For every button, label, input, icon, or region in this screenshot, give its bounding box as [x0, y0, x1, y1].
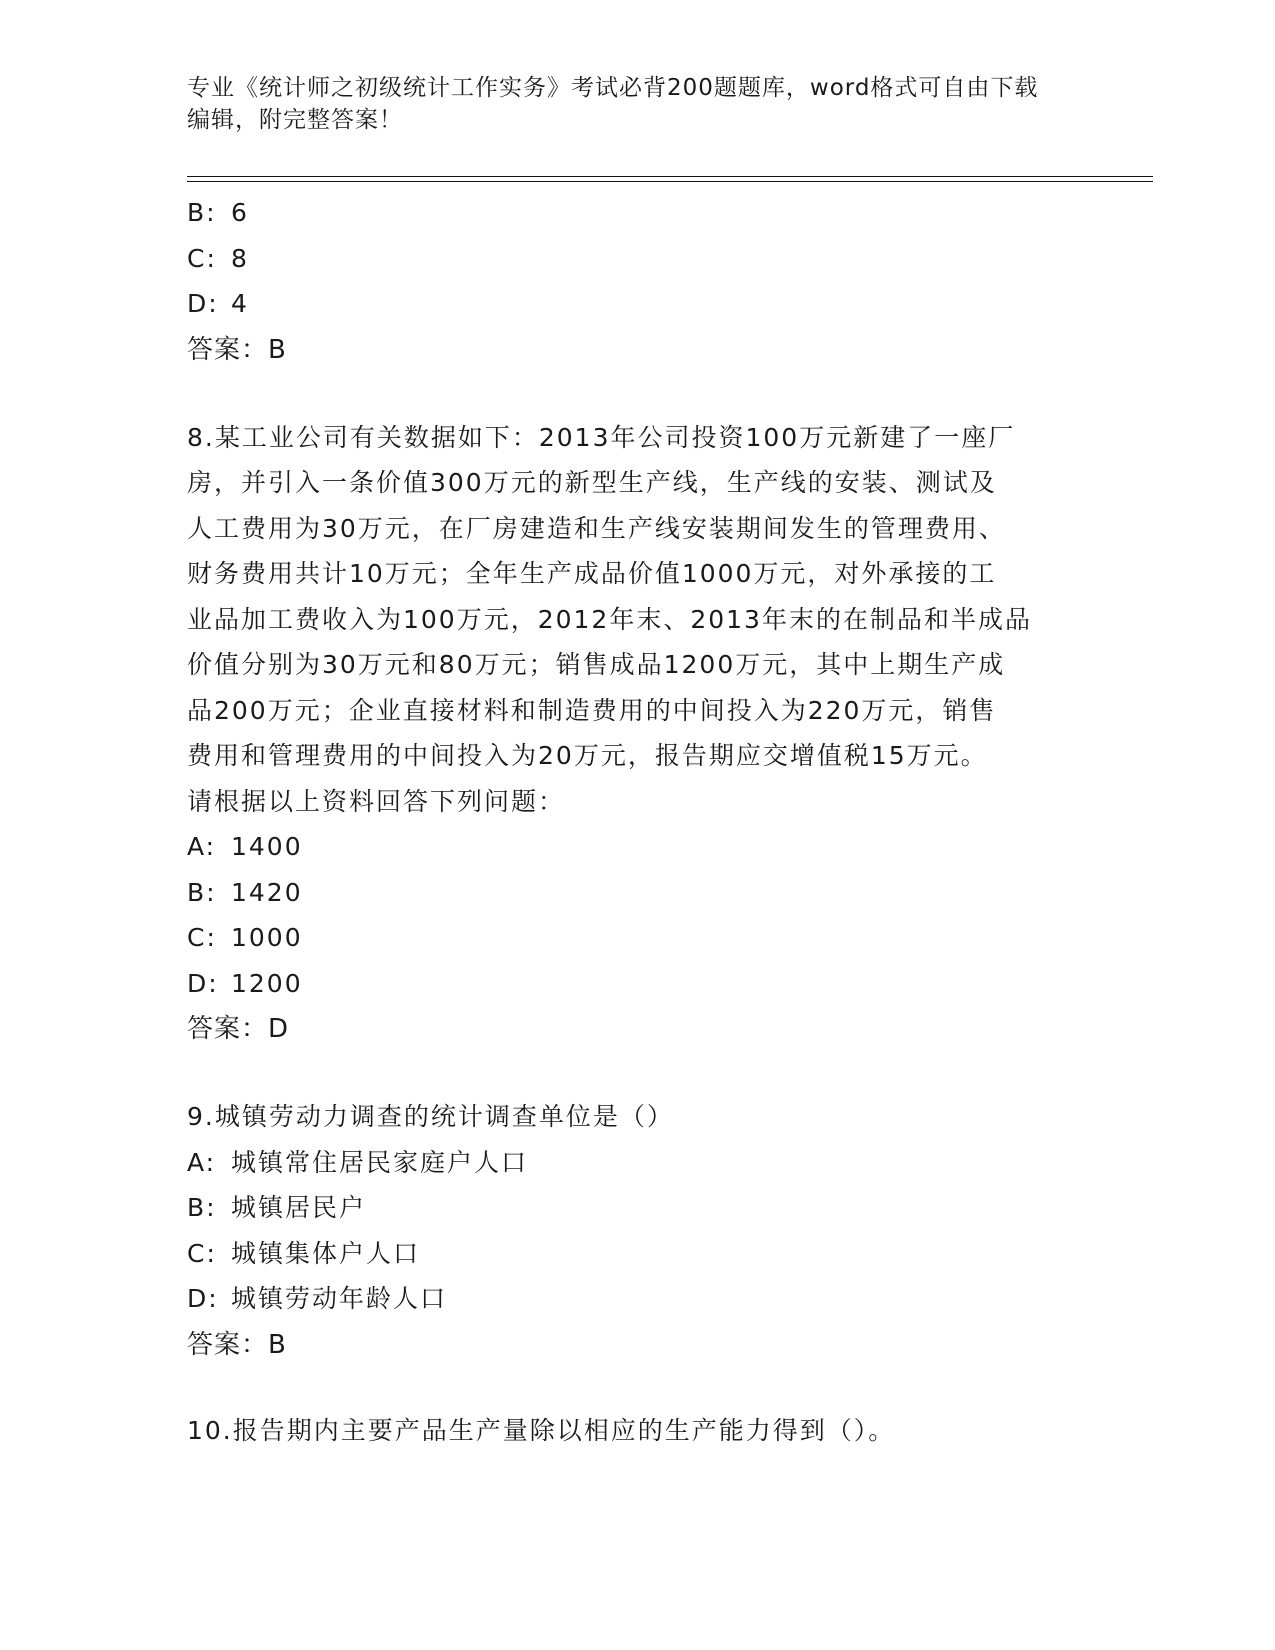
option-label: B: [187, 1193, 217, 1222]
spacer [187, 1052, 1067, 1094]
option-c [187, 1231, 1067, 1277]
spacer [187, 373, 1067, 415]
option-label: B: [187, 198, 217, 227]
question-7-tail [187, 190, 1067, 373]
question-text [187, 415, 1067, 825]
question-line: 业品加工费收入为100万元，2012年末、2013年末的在制品和半成品 [187, 604, 1032, 634]
option-d [187, 281, 1067, 327]
question-line: 房，并引入一条价值300万元的新型生产线，生产线的安装、测试及 [187, 468, 997, 497]
option-label: A: [187, 1147, 217, 1177]
question-8 [187, 415, 1067, 1053]
question-line: 费用和管理费用的中间投入为20万元，报告期应交增值税15万元。 [187, 741, 988, 770]
option-c [187, 236, 1067, 282]
question-9 [187, 1094, 1067, 1368]
question-line: 人工费用为30万元，在厂房建造和生产线安装期间发生的管理费用、 [187, 513, 1006, 543]
option-label: B: [187, 877, 217, 907]
option-text: 8 [231, 243, 249, 273]
option-d [187, 961, 1067, 1007]
option-text: 1400 [231, 832, 303, 861]
header-line-2: 编辑，附完整答案！ [187, 107, 403, 133]
question-line: 请根据以上资料回答下列问题： [187, 786, 566, 816]
option-a [187, 824, 1067, 870]
answer: 答案：B [187, 1329, 287, 1360]
question-line: 品200万元；企业直接材料和制造费用的中间投入为220万元，销售 [187, 695, 997, 725]
option-d [187, 1276, 1067, 1322]
option-text: 城镇劳动年龄人口 [231, 1284, 448, 1313]
option-label: C: [187, 243, 217, 273]
option-label: D: [187, 289, 219, 318]
question-text: 10.报告期内主要产品生产量除以相应的生产能力得到（）。 [187, 1415, 896, 1445]
question-text: 9.城镇劳动力调查的统计调查单位是（） [187, 1102, 674, 1131]
option-text: 1420 [231, 877, 303, 907]
option-a [187, 1140, 1067, 1186]
question-line: 财务费用共计10万元；全年生产成品价值1000万元，对外承接的工 [187, 559, 997, 588]
option-label: C: [187, 1238, 217, 1268]
option-text: 城镇居民户 [231, 1193, 367, 1222]
question-line: 价值分别为30万元和80万元；销售成品1200万元，其中上期生产成 [187, 650, 1006, 679]
option-b [187, 1185, 1067, 1231]
header-rule-bottom [187, 181, 1153, 182]
document-header [187, 72, 1067, 136]
document-body [187, 190, 1067, 1453]
answer: 答案：D [187, 1014, 290, 1044]
option-text: 1200 [231, 968, 303, 998]
option-label: C: [187, 923, 217, 952]
option-c [187, 915, 1067, 961]
option-text: 城镇集体户人口 [231, 1238, 421, 1268]
option-b [187, 870, 1067, 916]
header-line-1: 专业《统计师之初级统计工作实务》考试必背200题题库，word格式可自由下载 [187, 75, 1039, 101]
option-text: 6 [231, 198, 249, 227]
question-line: 8.某工业公司有关数据如下：2013年公司投资100万元新建了一座厂 [187, 422, 1016, 452]
option-text: 城镇常住居民家庭户人口 [231, 1147, 529, 1177]
option-label: D: [187, 1284, 219, 1313]
header-rule-top [187, 176, 1153, 177]
question-10 [187, 1408, 1067, 1454]
spacer [187, 1368, 1067, 1408]
option-label: A: [187, 832, 217, 861]
option-b [187, 190, 1067, 236]
option-text: 1000 [231, 923, 303, 952]
option-text: 4 [231, 289, 249, 318]
answer: 答案：B [187, 334, 287, 365]
option-label: D: [187, 968, 219, 998]
